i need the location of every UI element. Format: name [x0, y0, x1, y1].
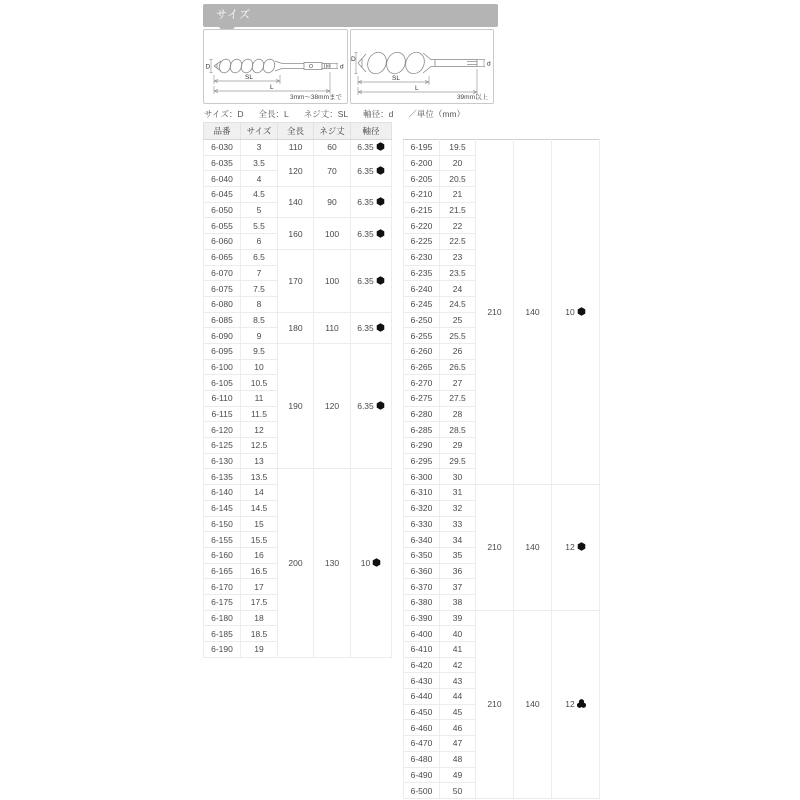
part-number-cell: 6-215 [404, 202, 440, 218]
overall-length-cell: 180 [278, 312, 314, 343]
part-number-cell: 6-115 [204, 406, 241, 422]
size-cell: 7.5 [241, 281, 278, 297]
part-number-cell: 6-035 [204, 155, 241, 171]
part-number-cell: 6-480 [404, 751, 440, 767]
size-cell: 34 [440, 532, 476, 548]
part-number-cell: 6-235 [404, 265, 440, 281]
part-number-cell: 6-175 [204, 594, 241, 610]
dim-label-L-right: L [415, 85, 419, 92]
table-row [404, 140, 600, 156]
dim-label-SL-left: SL [245, 74, 253, 81]
shank-diameter-cell [552, 485, 600, 611]
shank-diameter-cell [351, 155, 392, 186]
part-number-cell: 6-145 [204, 500, 241, 516]
hex-shank-icon [376, 197, 385, 206]
table-row [204, 469, 392, 485]
tri-lobe-shank-icon [577, 699, 586, 708]
part-number-cell: 6-190 [204, 642, 241, 658]
parts-table-left [203, 122, 392, 658]
table-row [204, 312, 392, 328]
size-cell: 24.5 [440, 296, 476, 312]
overall-length-cell: 200 [278, 469, 314, 657]
dim-label-SL-right: SL [392, 75, 400, 82]
part-number-cell: 6-245 [404, 296, 440, 312]
size-cell: 18.5 [241, 626, 278, 642]
shank-diameter-value: 6.35 [357, 165, 374, 176]
overall-length-cell: 110 [278, 140, 314, 156]
part-number-cell: 6-400 [404, 626, 440, 642]
table-row [204, 187, 392, 203]
size-cell: 4 [241, 171, 278, 187]
part-number-cell: 6-265 [404, 359, 440, 375]
size-cell: 7 [241, 265, 278, 281]
part-number-cell: 6-430 [404, 673, 440, 689]
table-row [204, 218, 392, 234]
legend-length: 全長：L [258, 109, 289, 119]
part-number-cell: 6-180 [204, 610, 241, 626]
overall-length-cell: 210 [476, 140, 514, 485]
size-cell: 45 [440, 704, 476, 720]
part-number-cell: 6-030 [204, 140, 241, 156]
part-number-cell: 6-045 [204, 187, 241, 203]
size-cell: 19.5 [440, 140, 476, 156]
size-cell: 36 [440, 563, 476, 579]
table-row [204, 155, 392, 171]
part-number-cell: 6-250 [404, 312, 440, 328]
size-cell: 11.5 [241, 406, 278, 422]
overall-length-cell: 140 [278, 187, 314, 218]
size-cell: 4.5 [241, 187, 278, 203]
size-cell: 25 [440, 312, 476, 328]
column-header: 全長 [278, 123, 314, 140]
shank-diameter-cell [351, 187, 392, 218]
part-number-cell: 6-300 [404, 469, 440, 485]
size-cell: 37 [440, 579, 476, 595]
hex-shank-icon [577, 542, 586, 551]
size-cell: 47 [440, 736, 476, 752]
size-cell: 28.5 [440, 422, 476, 438]
size-cell: 10 [241, 359, 278, 375]
column-header: 品番 [204, 123, 241, 140]
shank-diameter-value: 6.35 [357, 322, 374, 333]
part-number-cell: 6-220 [404, 218, 440, 234]
part-number-cell: 6-070 [204, 265, 241, 281]
shank-diameter-cell [351, 140, 392, 156]
table-row [204, 343, 392, 359]
parts-table-header [204, 123, 392, 140]
size-cell: 16.5 [241, 563, 278, 579]
part-number-cell: 6-205 [404, 171, 440, 187]
thread-length-cell: 100 [314, 218, 351, 249]
size-cell: 24 [440, 281, 476, 297]
table-row [204, 249, 392, 265]
part-number-cell: 6-080 [204, 296, 241, 312]
legend-thread: ネジ丈：SL [303, 109, 349, 119]
size-cell: 14.5 [241, 500, 278, 516]
part-number-cell: 6-075 [204, 281, 241, 297]
part-number-cell: 6-095 [204, 343, 241, 359]
hex-shank-icon [376, 142, 385, 151]
size-cell: 5 [241, 202, 278, 218]
part-number-cell: 6-330 [404, 516, 440, 532]
size-cell: 42 [440, 657, 476, 673]
size-cell: 6 [241, 234, 278, 250]
shank-diameter-value: 12 [565, 699, 575, 710]
part-number-cell: 6-280 [404, 406, 440, 422]
part-number-cell: 6-120 [204, 422, 241, 438]
size-cell: 33 [440, 516, 476, 532]
size-cell: 27 [440, 375, 476, 391]
table-row [404, 485, 600, 501]
diagram-large-bit-box [350, 29, 494, 104]
part-number-cell: 6-320 [404, 500, 440, 516]
part-number-cell: 6-065 [204, 249, 241, 265]
shank-diameter-value: 6.35 [357, 228, 374, 239]
part-number-cell: 6-240 [404, 281, 440, 297]
size-cell: 39 [440, 610, 476, 626]
size-cell: 10.5 [241, 375, 278, 391]
part-number-cell: 6-150 [204, 516, 241, 532]
size-cell: 44 [440, 689, 476, 705]
size-cell: 13 [241, 453, 278, 469]
size-cell: 20 [440, 155, 476, 171]
size-cell: 46 [440, 720, 476, 736]
part-number-cell: 6-255 [404, 328, 440, 344]
size-section-tab [203, 4, 498, 27]
size-cell: 9 [241, 328, 278, 344]
part-number-cell: 6-140 [204, 485, 241, 501]
part-number-cell: 6-165 [204, 563, 241, 579]
size-cell: 23 [440, 249, 476, 265]
part-number-cell: 6-285 [404, 422, 440, 438]
thread-length-cell: 140 [514, 485, 552, 611]
size-cell: 28 [440, 406, 476, 422]
thread-length-cell: 140 [514, 140, 552, 485]
part-number-cell: 6-100 [204, 359, 241, 375]
size-cell: 29 [440, 438, 476, 454]
hex-shank-icon [376, 323, 385, 332]
shank-diameter-cell [552, 140, 600, 485]
part-number-cell: 6-370 [404, 579, 440, 595]
size-cell: 29.5 [440, 453, 476, 469]
size-cell: 22.5 [440, 234, 476, 250]
part-number-cell: 6-390 [404, 610, 440, 626]
size-cell: 19 [241, 642, 278, 658]
size-cell: 50 [440, 783, 476, 799]
overall-length-cell: 210 [476, 485, 514, 611]
part-number-cell: 6-055 [204, 218, 241, 234]
part-number-cell: 6-340 [404, 532, 440, 548]
shank-diameter-cell [552, 610, 600, 798]
shank-diameter-cell [351, 343, 392, 469]
size-cell: 11 [241, 391, 278, 407]
table-row [404, 610, 600, 626]
dim-label-d-left: d [340, 63, 344, 71]
size-cell: 12.5 [241, 438, 278, 454]
size-cell: 18 [241, 610, 278, 626]
size-cell: 32 [440, 500, 476, 516]
hex-shank-icon [376, 229, 385, 238]
part-number-cell: 6-050 [204, 202, 241, 218]
size-cell: 16 [241, 547, 278, 563]
part-number-cell: 6-200 [404, 155, 440, 171]
size-cell: 48 [440, 751, 476, 767]
size-cell: 26 [440, 343, 476, 359]
size-cell: 20.5 [440, 171, 476, 187]
part-number-cell: 6-350 [404, 547, 440, 563]
size-cell: 30 [440, 469, 476, 485]
shank-diameter-value: 10 [565, 307, 575, 318]
shank-diameter-cell [351, 469, 392, 657]
part-number-cell: 6-410 [404, 642, 440, 658]
dim-label-L-left: L [270, 84, 274, 91]
size-section-tab-label: サイズ [216, 9, 252, 21]
part-number-cell: 6-110 [204, 391, 241, 407]
diagram-note-left: 3mm～38mmまで [289, 94, 342, 101]
part-number-cell: 6-040 [204, 171, 241, 187]
shank-diameter-value: 6.35 [357, 275, 374, 286]
size-cell: 6.5 [241, 249, 278, 265]
size-cell: 3.5 [241, 155, 278, 171]
part-number-cell: 6-360 [404, 563, 440, 579]
size-cell: 5.5 [241, 218, 278, 234]
thread-length-cell: 70 [314, 155, 351, 186]
column-header: 軸径 [351, 123, 392, 140]
dim-label-d-right: d [487, 60, 491, 68]
part-number-cell: 6-135 [204, 469, 241, 485]
small-auger-bit-diagram [204, 30, 347, 103]
column-header: ネジ丈 [314, 123, 351, 140]
size-cell: 3 [241, 140, 278, 156]
thread-length-cell: 130 [314, 469, 351, 657]
part-number-cell: 6-210 [404, 187, 440, 203]
table-row [204, 140, 392, 156]
legend-unit: ／単位（mm） [408, 109, 466, 119]
hex-shank-icon [376, 166, 385, 175]
size-cell: 17.5 [241, 594, 278, 610]
size-cell: 49 [440, 767, 476, 783]
thread-length-cell: 90 [314, 187, 351, 218]
hex-shank-icon [577, 307, 586, 316]
thread-length-cell: 120 [314, 343, 351, 469]
shank-diameter-cell [351, 249, 392, 312]
thread-length-cell: 100 [314, 249, 351, 312]
large-auger-bit-diagram [351, 30, 493, 103]
size-cell: 8 [241, 296, 278, 312]
size-cell: 8.5 [241, 312, 278, 328]
size-cell: 13.5 [241, 469, 278, 485]
shank-diameter-value: 10 [360, 558, 371, 569]
part-number-cell: 6-060 [204, 234, 241, 250]
part-number-cell: 6-125 [204, 438, 241, 454]
shank-diameter-value: 12 [565, 542, 575, 553]
size-cell: 21.5 [440, 202, 476, 218]
part-number-cell: 6-310 [404, 485, 440, 501]
dimension-legend [204, 108, 465, 120]
part-number-cell: 6-380 [404, 594, 440, 610]
part-number-cell: 6-225 [404, 234, 440, 250]
overall-length-cell: 120 [278, 155, 314, 186]
diagram-small-bit-box [203, 29, 348, 104]
part-number-cell: 6-230 [404, 249, 440, 265]
overall-length-cell: 160 [278, 218, 314, 249]
thread-length-cell: 140 [514, 610, 552, 798]
size-cell: 40 [440, 626, 476, 642]
size-cell: 26.5 [440, 359, 476, 375]
part-number-cell: 6-170 [204, 579, 241, 595]
shank-diameter-value: 6.35 [357, 197, 374, 208]
overall-length-cell: 210 [476, 610, 514, 798]
size-cell: 25.5 [440, 328, 476, 344]
shank-diameter-value: 6.35 [357, 142, 374, 153]
column-header: サイズ [241, 123, 278, 140]
overall-length-cell: 170 [278, 249, 314, 312]
size-cell: 27.5 [440, 391, 476, 407]
thread-length-cell: 60 [314, 140, 351, 156]
part-number-cell: 6-160 [204, 547, 241, 563]
part-number-cell: 6-270 [404, 375, 440, 391]
size-cell: 15.5 [241, 532, 278, 548]
size-cell: 35 [440, 547, 476, 563]
part-number-cell: 6-290 [404, 438, 440, 454]
part-number-cell: 6-085 [204, 312, 241, 328]
hex-shank-icon [376, 401, 385, 410]
size-cell: 41 [440, 642, 476, 658]
part-number-cell: 6-275 [404, 391, 440, 407]
part-number-cell: 6-460 [404, 720, 440, 736]
part-number-cell: 6-090 [204, 328, 241, 344]
legend-size: サイズ：D [204, 109, 244, 119]
size-cell: 15 [241, 516, 278, 532]
size-cell: 9.5 [241, 343, 278, 359]
part-number-cell: 6-490 [404, 767, 440, 783]
dim-label-D-left: D [205, 63, 211, 71]
hex-shank-icon [372, 558, 381, 567]
size-cell: 14 [241, 485, 278, 501]
part-number-cell: 6-440 [404, 689, 440, 705]
part-number-cell: 6-295 [404, 453, 440, 469]
hex-shank-icon [376, 276, 385, 285]
shank-diameter-value: 6.35 [357, 401, 374, 412]
size-cell: 21 [440, 187, 476, 203]
part-number-cell: 6-500 [404, 783, 440, 799]
part-number-cell: 6-260 [404, 343, 440, 359]
part-number-cell: 6-420 [404, 657, 440, 673]
part-number-cell: 6-155 [204, 532, 241, 548]
size-cell: 23.5 [440, 265, 476, 281]
part-number-cell: 6-105 [204, 375, 241, 391]
overall-length-cell: 190 [278, 343, 314, 469]
size-cell: 17 [241, 579, 278, 595]
diagram-note-right: 39mm以上 [456, 94, 488, 101]
size-cell: 22 [440, 218, 476, 234]
size-cell: 12 [241, 422, 278, 438]
parts-table-right [403, 139, 600, 799]
part-number-cell: 6-130 [204, 453, 241, 469]
size-cell: 38 [440, 594, 476, 610]
size-cell: 43 [440, 673, 476, 689]
part-number-cell: 6-470 [404, 736, 440, 752]
legend-shank: 軸径：d [363, 109, 394, 119]
part-number-cell: 6-450 [404, 704, 440, 720]
thread-length-cell: 110 [314, 312, 351, 343]
part-number-cell: 6-185 [204, 626, 241, 642]
part-number-cell: 6-195 [404, 140, 440, 156]
size-cell: 31 [440, 485, 476, 501]
shank-diameter-cell [351, 312, 392, 343]
shank-diameter-cell [351, 218, 392, 249]
dim-label-D-right: D [351, 56, 356, 63]
